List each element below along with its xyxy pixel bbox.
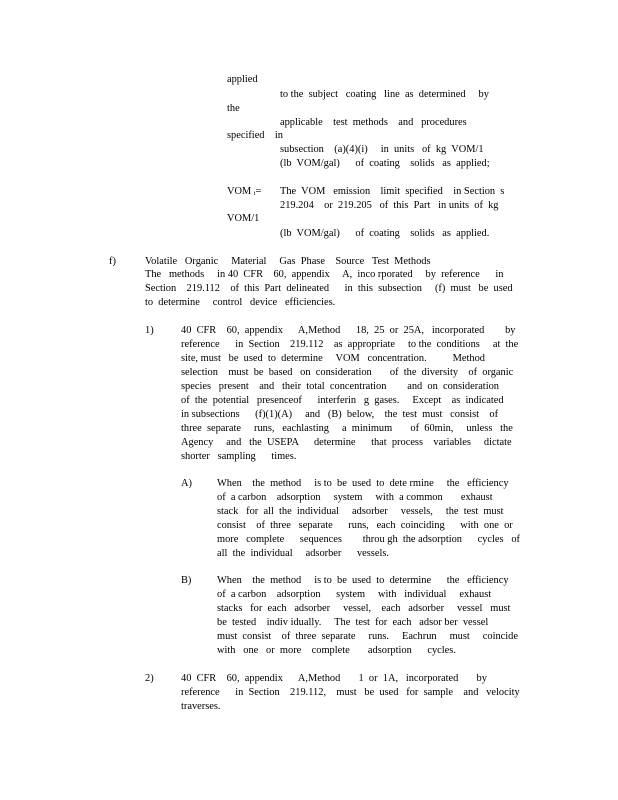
item-b-line: When the method is to be used to determine the efficiency <box>217 575 509 586</box>
section-f-body-line: to determine control device efficiencies. <box>145 297 336 308</box>
item-2-line: 40 CFR 60, appendix A,Method 1 or 1A, incorporated by <box>181 673 487 684</box>
top-line-subsection: subsection (a)(4)(i) in units of kg VOM/1 <box>280 144 484 155</box>
item-1-line: of the potential presenceof interferin g gases. Except as indicated <box>181 395 504 406</box>
item-1-line: species present and their total concentration and on consideration <box>181 381 499 392</box>
item-b-line: be tested indiv idually. The test for each adsor ber vessel <box>217 617 489 628</box>
section-f-body-line: Section 219.112 of this Part delineated in this subsection (f) must be used <box>145 283 513 294</box>
item-1-line: 40 CFR 60, appendix A,Method 18, 25 or 25A, incorporated by <box>181 325 516 336</box>
vomi-unit: VOM/1 <box>227 213 260 224</box>
item-1-line: selection must be based on consideration of the diversity of organic <box>181 367 514 378</box>
top-line-the: the <box>227 103 240 114</box>
vomi-label: VOM ᵢ= <box>227 186 262 197</box>
item-1-line: in subsections (f)(1)(A) and (B) below, the test must consist of <box>181 409 499 420</box>
item-1-line: shorter sampling times. <box>181 451 297 462</box>
item-b-line: of a carbon adsorption system with individual exhaust <box>217 589 492 600</box>
item-a-line: all the individual adsorber vessels. <box>217 548 389 559</box>
item-a-body <box>217 477 520 561</box>
section-f-marker: f) <box>109 256 116 267</box>
vomi-line-1: The VOM emission limit specified in Section s <box>280 186 505 197</box>
item-2-marker: 2) <box>145 673 154 684</box>
item-1-line: reference in Section 219.112 as appropriate to the conditions at the <box>181 339 519 350</box>
item-a-marker: A) <box>181 478 192 489</box>
item-b-marker: B) <box>181 575 192 586</box>
item-1-marker: 1) <box>145 325 154 336</box>
item-a-line: consist of three separate runs, each coinciding with one or <box>217 520 513 531</box>
item-b-body <box>217 574 518 658</box>
section-f-body-line: The methods in 40 CFR 60, appendix A, inco rporated by reference in <box>145 269 504 280</box>
item-a-line: more complete sequences throu gh the adsorption cycles of <box>217 534 520 545</box>
item-2-line: reference in Section 219.112, must be used for sample and velocity <box>181 687 520 698</box>
section-f-body <box>145 268 513 310</box>
item-b-line: with one or more complete adsorption cycles. <box>217 645 456 656</box>
top-line-applicable: applicable test methods and procedures <box>280 117 467 128</box>
item-a-line: When the method is to be used to dete rmine the efficiency <box>217 478 509 489</box>
item-1-body <box>181 324 518 464</box>
item-a-line: stack for all the individual adsorber vessels, the test must <box>217 506 504 517</box>
top-line-specified: specified in <box>227 130 283 141</box>
vomi-line-2: 219.204 or 219.205 of this Part in units of kg <box>280 200 499 211</box>
top-line-applied: applied <box>227 74 258 85</box>
item-1-line: three separate runs, eachlasting a minimum of 60min, unless the <box>181 423 513 434</box>
top-line-lb-vom-gal: (lb VOM/gal) of coating solids as applied; <box>280 158 490 169</box>
vomi-line-3: (lb VOM/gal) of coating solids as applied. <box>280 228 490 239</box>
item-a-line: of a carbon adsorption system with a common exhaust <box>217 492 493 503</box>
item-1-line: Agency and the USEPA determine that process variables dictate <box>181 437 512 448</box>
top-line-subject-coating: to the subject coating line as determined by <box>280 89 489 100</box>
item-b-line: must consist of three separate runs. Eachrun must coincide <box>217 631 518 642</box>
item-2-body <box>181 672 520 714</box>
item-2-line: traverses. <box>181 701 221 712</box>
section-f-heading: Volatile Organic Material Gas Phase Source Test Methods <box>145 256 431 267</box>
item-b-line: stacks for each adsorber vessel, each adsorber vessel must <box>217 603 511 614</box>
item-1-line: site, must be used to determine VOM concentration. Method <box>181 353 485 364</box>
